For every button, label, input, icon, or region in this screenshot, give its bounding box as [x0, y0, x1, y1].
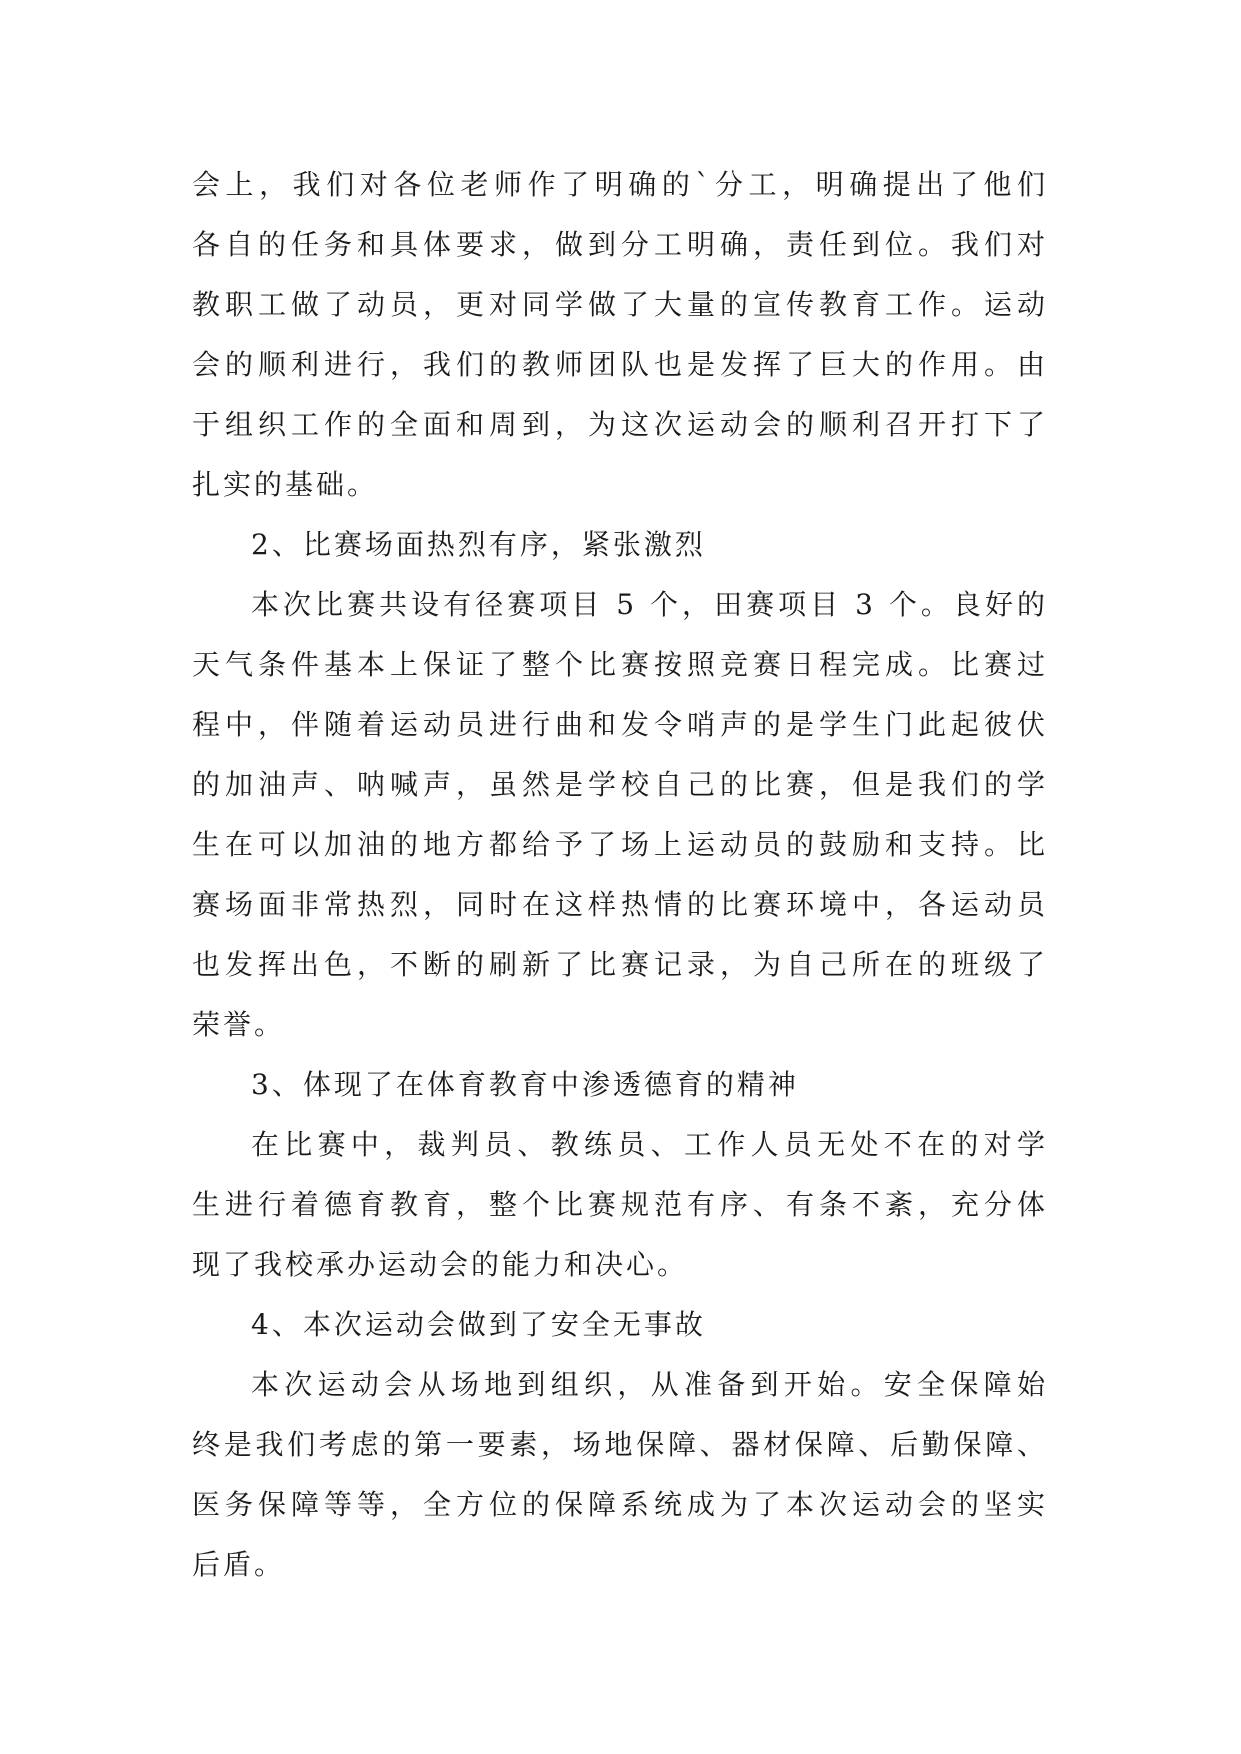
text-line: 天气条件基本上保证了整个比赛按照竞赛日程完成。比赛过: [192, 648, 1048, 681]
text-line: 现了我校承办运动会的能力和决心。: [192, 1248, 689, 1281]
text-line: 也发挥出色，不断的刷新了比赛记录，为自己所在的班级了: [192, 948, 1048, 981]
text-line: 于组织工作的全面和周到，为这次运动会的顺利召开打下了: [192, 408, 1048, 441]
text-line: 生进行着德育教育，整个比赛规范有序、有条不紊，充分体: [192, 1188, 1048, 1221]
text-line: 本次比赛共设有径赛项目 5 个，田赛项目 3 个。良好的: [251, 588, 1048, 621]
document-body: [192, 155, 1048, 1595]
text-line: 会的顺利进行，我们的教师团队也是发挥了巨大的作用。由: [192, 348, 1048, 381]
text-line: 赛场面非常热烈，同时在这样热情的比赛环境中，各运动员: [192, 888, 1048, 921]
text-line: 后盾。: [192, 1548, 286, 1581]
text-line: 2、比赛场面热烈有序，紧张激烈: [251, 528, 706, 561]
text-line: 扎实的基础。: [192, 468, 379, 501]
text-line: 医务保障等等，全方位的保障系统成为了本次运动会的坚实: [192, 1488, 1048, 1521]
text-line: 各自的任务和具体要求，做到分工明确，责任到位。我们对: [192, 228, 1048, 261]
text-line: 终是我们考虑的第一要素，场地保障、器材保障、后勤保障、: [192, 1428, 1048, 1461]
text-line: 会上，我们对各位老师作了明确的`分工，明确提出了他们: [192, 168, 1048, 201]
text-line: 3、体现了在体育教育中渗透德育的精神: [251, 1068, 799, 1101]
text-line: 的加油声、呐喊声，虽然是学校自己的比赛，但是我们的学: [192, 768, 1048, 801]
text-line: 本次运动会从场地到组织，从准备到开始。安全保障始: [251, 1368, 1048, 1401]
text-line: 教职工做了动员，更对同学做了大量的宣传教育工作。运动: [192, 288, 1048, 321]
text-line: 生在可以加油的地方都给予了场上运动员的鼓励和支持。比: [192, 828, 1048, 861]
text-line: 4、本次运动会做到了安全无事故: [251, 1308, 706, 1341]
text-line: 荣誉。: [192, 1008, 286, 1041]
text-line: 在比赛中，裁判员、教练员、工作人员无处不在的对学: [251, 1128, 1048, 1161]
text-line: 程中，伴随着运动员进行曲和发令哨声的是学生门此起彼伏: [192, 708, 1048, 741]
